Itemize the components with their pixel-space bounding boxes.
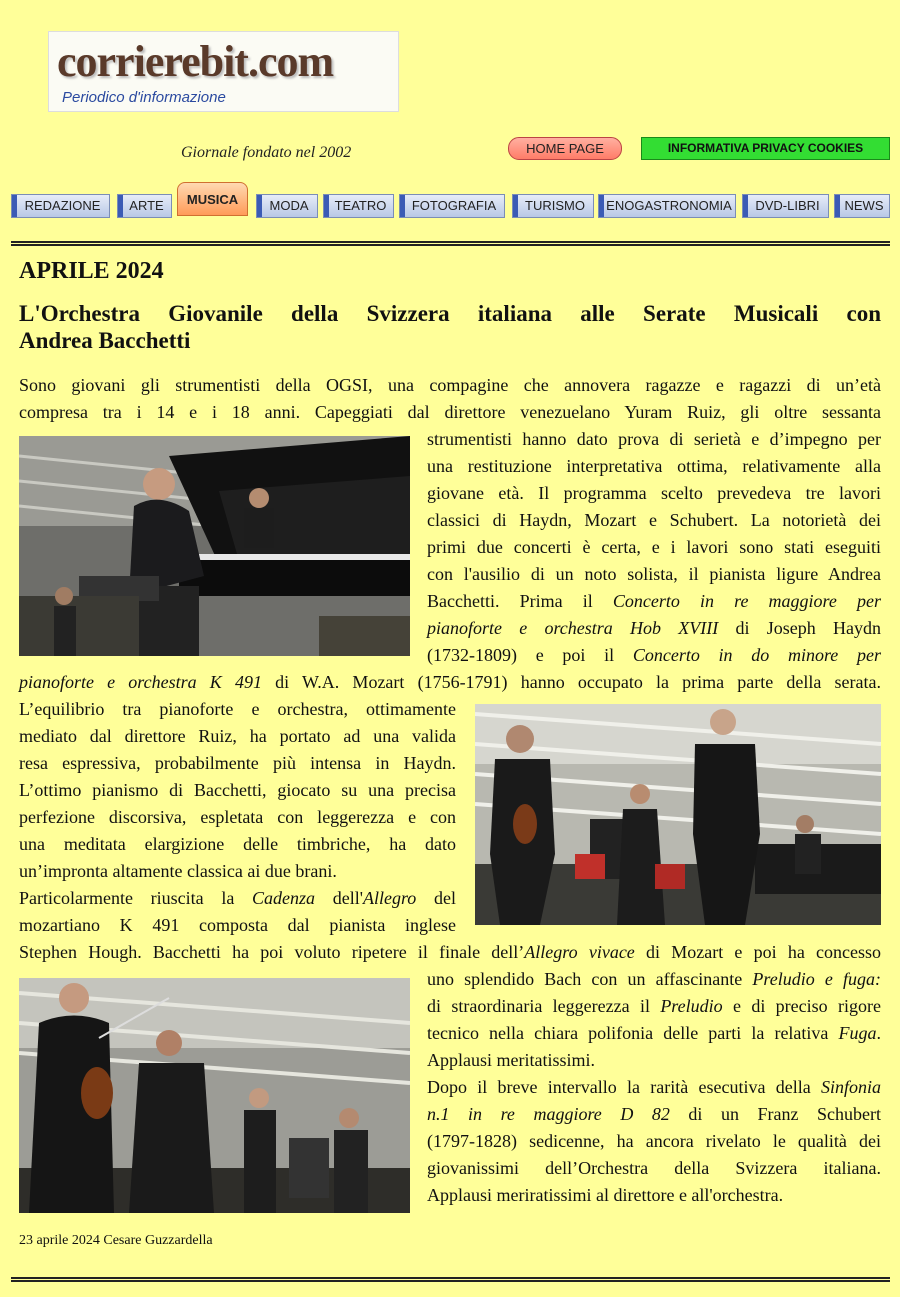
privacy-cookies-button[interactable]: INFORMATIVA PRIVACY COOKIES [641, 137, 890, 160]
article-col-2 [19, 696, 456, 939]
text-line: pianoforte e orchestra Hob XVIII di Joseph Haydn [427, 618, 881, 638]
text-line: giovanissimi dell’Orchestra della Svizzera italiana. [427, 1158, 881, 1178]
text-line: Applausi meriratissimi al direttore e all'orchestra. [427, 1185, 784, 1205]
text-line: Particolarmente riuscita la Cadenza dell'Allegro del [19, 888, 456, 908]
nav-redazione[interactable]: REDAZIONE [11, 194, 110, 218]
nav-teatro[interactable]: TEATRO [323, 194, 394, 218]
nav-news[interactable]: NEWS [834, 194, 890, 218]
text-line: giovane età. Il programma scelto prevedeva tre lavori [427, 483, 881, 503]
text-line: Sono giovani gli strumentisti della OGSI, una compagine che annovera ragazze e ragazzi di un’età [19, 375, 881, 395]
logo-subtitle: Periodico d'informazione [62, 89, 226, 106]
founded-note: Giornale fondato nel 2002 [181, 144, 352, 161]
text-line: (1732-1809) e poi il Concerto in do minore per [427, 645, 881, 665]
text-line: L’ottimo pianismo di Bacchetti, giocato su una precisa [19, 780, 456, 800]
site-logo[interactable] [48, 31, 399, 112]
text-line: Stephen Hough. Bacchetti ha poi voluto ripetere il finale dell’Allegro vivace di Mozart e poi ha concesso [19, 942, 882, 962]
text-line: (1797-1828) sedicenne, ha ancora rivelato le qualità dei [427, 1131, 881, 1151]
text-line: Bacchetti. Prima il Concerto in re maggiore per [427, 591, 882, 611]
nav-enogastronomia[interactable]: ENOGASTRONOMIA [598, 194, 736, 218]
text-line: pianoforte e orchestra K 491 di W.A. Mozart (1756-1791) hanno occupato la prima parte della serata. [19, 672, 881, 692]
text-line: una meditata elargizione delle timbriche, ha dato [19, 834, 456, 854]
photo-violinist-orchestra [19, 978, 410, 1213]
text-line: di straordinaria leggerezza il Preludio e di preciso rigore [427, 996, 881, 1016]
text-line: compresa tra i 14 e i 18 anni. Capeggiati dal direttore venezuelano Yuram Ruiz, gli oltre sessanta [19, 402, 881, 422]
article-intro [19, 372, 881, 426]
article-title-line2: Andrea Bacchetti [19, 328, 191, 353]
text-line: con l'ausilio di un noto solista, il pianista ligure Andrea [427, 564, 881, 584]
nav-musica[interactable]: MUSICA [177, 182, 248, 216]
article-col-1 [427, 426, 881, 669]
text-line: perfezione discorsiva, espletata con leggerezza e con [19, 807, 456, 827]
text-line: mozartiano K 491 composta dal pianista inglese [19, 915, 456, 935]
logo-name: corrierebit.com [57, 37, 334, 86]
text-line: L’equilibrio tra pianoforte e orchestra, ottimamente [19, 699, 456, 719]
text-line: una restituzione interpretativa ottima, relativamente alla [427, 456, 881, 476]
article-title-line1: L'Orchestra Giovanile della Svizzera italiana alle Serate Musicali con [19, 301, 881, 326]
text-line: classici di Haydn, Mozart e Schubert. La notorietà dei [427, 510, 881, 530]
text-line: mediato dal direttore Ruiz, ha portato ad una valida [19, 726, 456, 746]
text-line: n.1 in re maggiore D 82 di un Franz Schubert [427, 1104, 882, 1124]
text-line: primi due concerti è certa, e i lavori sono stati eseguiti [427, 537, 881, 557]
text-line: strumentisti hanno dato prova di serietà e d’impegno per [427, 429, 881, 449]
text-line: uno splendido Bach con un affascinante Preludio e fuga: [427, 969, 881, 989]
text-line: Applausi meritatissimi. [427, 1050, 595, 1070]
photo-soloist-conductor [475, 704, 881, 925]
photo-pianist [19, 436, 410, 656]
article-col-3 [427, 966, 881, 1209]
nav-turismo[interactable]: TURISMO [512, 194, 594, 218]
article-fullwidth-2 [19, 939, 881, 966]
text-line: tecnico nella chiara polifonia delle parti la relativa Fuga. [427, 1023, 881, 1043]
text-line: resa espressiva, probabilmente più intensa in Haydn. [19, 753, 456, 773]
article-fullwidth-1 [19, 669, 881, 696]
text-line: un’impronta altamente classica ai due brani. [19, 861, 337, 881]
home-page-button[interactable]: HOME PAGE [508, 137, 622, 160]
nav-dvd-libri[interactable]: DVD-LIBRI [742, 194, 829, 218]
top-divider [11, 241, 890, 246]
nav-arte[interactable]: ARTE [117, 194, 172, 218]
article-signature: 23 aprile 2024 Cesare Guzzardella [19, 1233, 213, 1248]
issue-month: APRILE 2024 [19, 258, 164, 284]
text-line: Dopo il breve intervallo la rarità esecutiva della Sinfonia [427, 1077, 881, 1097]
nav-fotografia[interactable]: FOTOGRAFIA [399, 194, 505, 218]
nav-moda[interactable]: MODA [256, 194, 318, 218]
bottom-divider [11, 1277, 890, 1282]
